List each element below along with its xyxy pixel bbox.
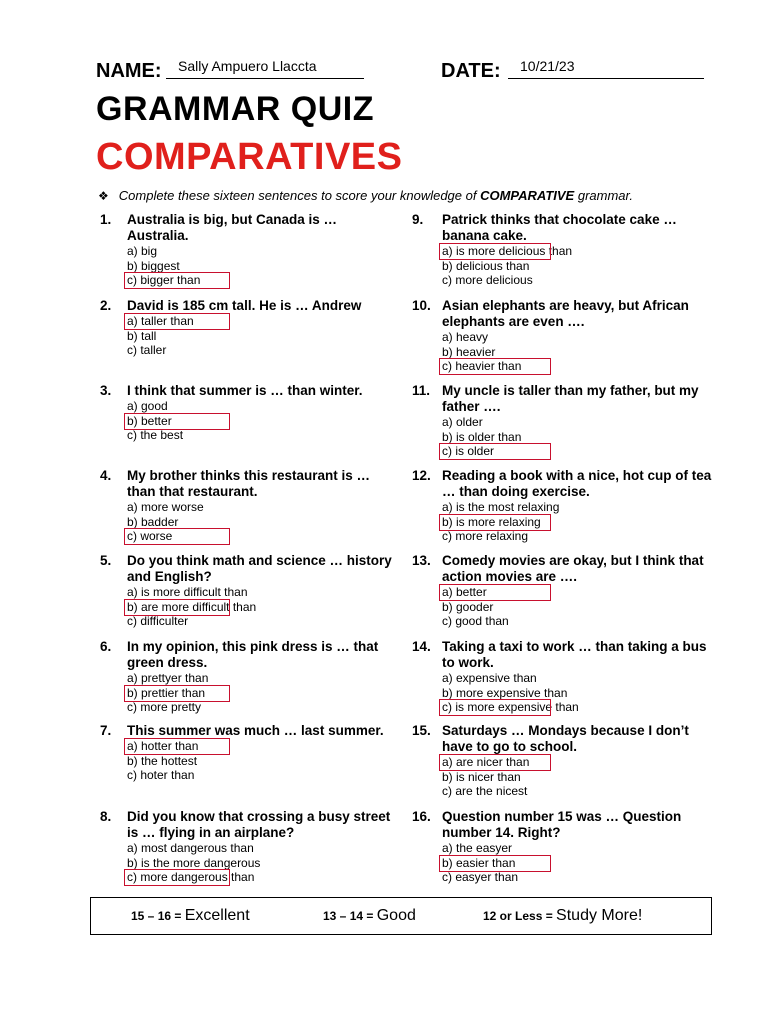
question-number: 1. bbox=[100, 212, 112, 227]
answer-option-selected[interactable]: a) are nicer than bbox=[442, 755, 712, 770]
answer-option-selected[interactable]: c) is older bbox=[442, 444, 712, 459]
answer-option[interactable]: c) easyer than bbox=[442, 870, 519, 884]
instruction-text-before: Complete these sixteen sentences to score your knowledge of bbox=[118, 188, 481, 203]
question-4 bbox=[100, 468, 400, 544]
question-text: This summer was much … last summer. bbox=[127, 723, 384, 738]
question-text: Australia is big, but Canada is … Australia. bbox=[127, 212, 338, 243]
score-label: Excellent bbox=[184, 907, 250, 924]
instruction bbox=[98, 188, 633, 203]
answer-option[interactable]: c) the best bbox=[127, 428, 184, 442]
answer-option-selected[interactable]: c) worse bbox=[127, 529, 400, 544]
answer-option[interactable]: c) taller bbox=[127, 343, 167, 357]
question-text: I think that summer is … than winter. bbox=[127, 383, 363, 398]
question-text: My uncle is taller than my father, but my father …. bbox=[442, 383, 699, 414]
quiz-subtitle: COMPARATIVES bbox=[96, 136, 403, 178]
question-text: David is 185 cm tall. He is … Andrew bbox=[127, 298, 362, 313]
question-text: In my opinion, this pink dress is … that green dress. bbox=[127, 639, 379, 670]
answer-option[interactable]: a) older bbox=[442, 415, 483, 429]
answer-option[interactable]: a) the easyer bbox=[442, 841, 513, 855]
answer-option[interactable]: c) more relaxing bbox=[442, 529, 529, 543]
answer-option[interactable]: a) most dangerous than bbox=[127, 841, 254, 855]
answer-option-selected[interactable]: b) are more difficult than bbox=[127, 600, 400, 615]
question-number: 4. bbox=[100, 468, 112, 483]
answer-option[interactable]: b) badder bbox=[127, 514, 179, 529]
question-number: 8. bbox=[100, 809, 112, 824]
answer-option[interactable]: c) difficulter bbox=[127, 614, 189, 628]
answer-option-selected[interactable]: b) easier than bbox=[442, 856, 712, 871]
question-text: Comedy movies are okay, but I think that action movies are …. bbox=[442, 553, 704, 584]
score-label: Good bbox=[376, 907, 416, 924]
question-number: 15. bbox=[412, 723, 431, 738]
question-text: Asian elephants are heavy, but African elephants are even …. bbox=[442, 298, 689, 329]
header bbox=[96, 58, 708, 88]
answer-option[interactable]: b) more expensive than bbox=[442, 685, 568, 700]
question-text: Do you think math and science … history and English? bbox=[127, 553, 392, 584]
answer-option[interactable]: b) tall bbox=[127, 328, 157, 343]
question-text: Did you know that crossing a busy street is … flying in an airplane? bbox=[127, 809, 391, 840]
question-3 bbox=[100, 383, 400, 443]
score-range: 13 – 14 = bbox=[323, 909, 377, 923]
answer-option[interactable]: a) more worse bbox=[127, 500, 204, 514]
answer-option-selected[interactable]: c) heavier than bbox=[442, 359, 712, 374]
answer-option[interactable]: c) good than bbox=[442, 614, 509, 628]
name-underline bbox=[166, 78, 364, 79]
name-value[interactable]: Sally Ampuero Llaccta bbox=[178, 58, 317, 74]
question-number: 2. bbox=[100, 298, 112, 313]
question-text: Reading a book with a nice, hot cup of tea … than doing exercise. bbox=[442, 468, 712, 499]
answer-option[interactable]: c) are the nicest bbox=[442, 784, 528, 798]
answer-option[interactable]: a) heavy bbox=[442, 330, 489, 344]
answer-option[interactable]: b) is older than bbox=[442, 429, 522, 444]
answer-option-selected[interactable]: b) better bbox=[127, 414, 400, 429]
question-16 bbox=[412, 809, 712, 885]
answer-option-selected[interactable]: c) more dangerous than bbox=[127, 870, 400, 885]
question-text: Taking a taxi to work … than taking a bus to work. bbox=[442, 639, 707, 670]
answer-option[interactable]: a) is more difficult than bbox=[127, 585, 248, 599]
question-2 bbox=[100, 298, 400, 358]
question-text: My brother thinks this restaurant is … than that restaurant. bbox=[127, 468, 371, 499]
question-number: 5. bbox=[100, 553, 112, 568]
answer-option[interactable]: b) delicious than bbox=[442, 258, 530, 273]
quiz-title: GRAMMAR QUIZ bbox=[96, 90, 374, 128]
question-text: Question number 15 was … Question number 14. Right? bbox=[442, 809, 682, 840]
answer-option[interactable]: a) good bbox=[127, 399, 168, 413]
answer-option-selected[interactable]: a) is more delicious than bbox=[442, 244, 712, 259]
answer-option[interactable]: c) more pretty bbox=[127, 700, 202, 714]
answer-option-selected[interactable]: c) is more expensive than bbox=[442, 700, 712, 715]
bullet-icon: ❖ bbox=[98, 189, 109, 203]
instruction-text-after: grammar. bbox=[574, 188, 633, 203]
name-label: NAME: bbox=[96, 60, 162, 82]
question-11 bbox=[412, 383, 712, 459]
answer-option[interactable]: a) expensive than bbox=[442, 671, 537, 685]
question-number: 9. bbox=[412, 212, 424, 227]
question-9 bbox=[412, 212, 712, 288]
score-good bbox=[323, 907, 416, 925]
score-excellent bbox=[131, 907, 250, 925]
question-1 bbox=[100, 212, 400, 288]
answer-option[interactable]: a) is the most relaxing bbox=[442, 500, 560, 514]
question-number: 14. bbox=[412, 639, 431, 654]
question-number: 11. bbox=[412, 383, 431, 398]
answer-option[interactable]: b) heavier bbox=[442, 344, 496, 359]
question-5 bbox=[100, 553, 400, 629]
question-text: Saturdays … Mondays because I don’t have to go to school. bbox=[442, 723, 689, 754]
date-underline bbox=[508, 78, 704, 79]
question-number: 7. bbox=[100, 723, 112, 738]
question-number: 12. bbox=[412, 468, 431, 483]
answer-option[interactable]: b) is nicer than bbox=[442, 769, 521, 784]
date-label: DATE: bbox=[441, 60, 501, 82]
answer-option-selected[interactable]: b) prettier than bbox=[127, 686, 400, 701]
question-8 bbox=[100, 809, 400, 885]
question-text: Patrick thinks that chocolate cake … banana cake. bbox=[442, 212, 677, 243]
answer-option[interactable]: c) more delicious bbox=[442, 273, 533, 287]
answer-option[interactable]: a) big bbox=[127, 244, 158, 258]
answer-option-selected[interactable]: a) better bbox=[442, 585, 712, 600]
score-study-more bbox=[483, 907, 642, 925]
question-number: 13. bbox=[412, 553, 431, 568]
answer-option-selected[interactable]: a) hotter than bbox=[127, 739, 400, 754]
score-range: 12 or Less = bbox=[483, 909, 557, 923]
answer-option-selected[interactable]: b) is more relaxing bbox=[442, 515, 712, 530]
answer-option[interactable]: c) hoter than bbox=[127, 768, 195, 782]
answer-option-selected[interactable]: c) bigger than bbox=[127, 273, 400, 288]
score-label: Study More! bbox=[556, 907, 643, 924]
score-range: 15 – 16 = bbox=[131, 909, 185, 923]
answer-option[interactable]: a) prettyer than bbox=[127, 671, 209, 685]
instruction-text-bold: COMPARATIVE bbox=[480, 188, 575, 203]
answer-option[interactable]: b) gooder bbox=[442, 599, 494, 614]
question-number: 10. bbox=[412, 298, 431, 313]
answer-option[interactable]: b) is the more dangerous bbox=[127, 855, 261, 870]
score-legend bbox=[90, 897, 712, 935]
date-value[interactable]: 10/21/23 bbox=[520, 58, 575, 74]
question-number: 16. bbox=[412, 809, 431, 824]
answer-option[interactable]: b) biggest bbox=[127, 258, 180, 273]
question-14 bbox=[412, 639, 712, 715]
question-10 bbox=[412, 298, 712, 374]
question-12 bbox=[412, 468, 712, 544]
question-13 bbox=[412, 553, 712, 629]
question-number: 3. bbox=[100, 383, 112, 398]
answer-option-selected[interactable]: a) taller than bbox=[127, 314, 400, 329]
question-number: 6. bbox=[100, 639, 112, 654]
question-6 bbox=[100, 639, 400, 715]
question-15 bbox=[412, 723, 712, 799]
answer-option[interactable]: b) the hottest bbox=[127, 753, 198, 768]
question-7 bbox=[100, 723, 400, 783]
